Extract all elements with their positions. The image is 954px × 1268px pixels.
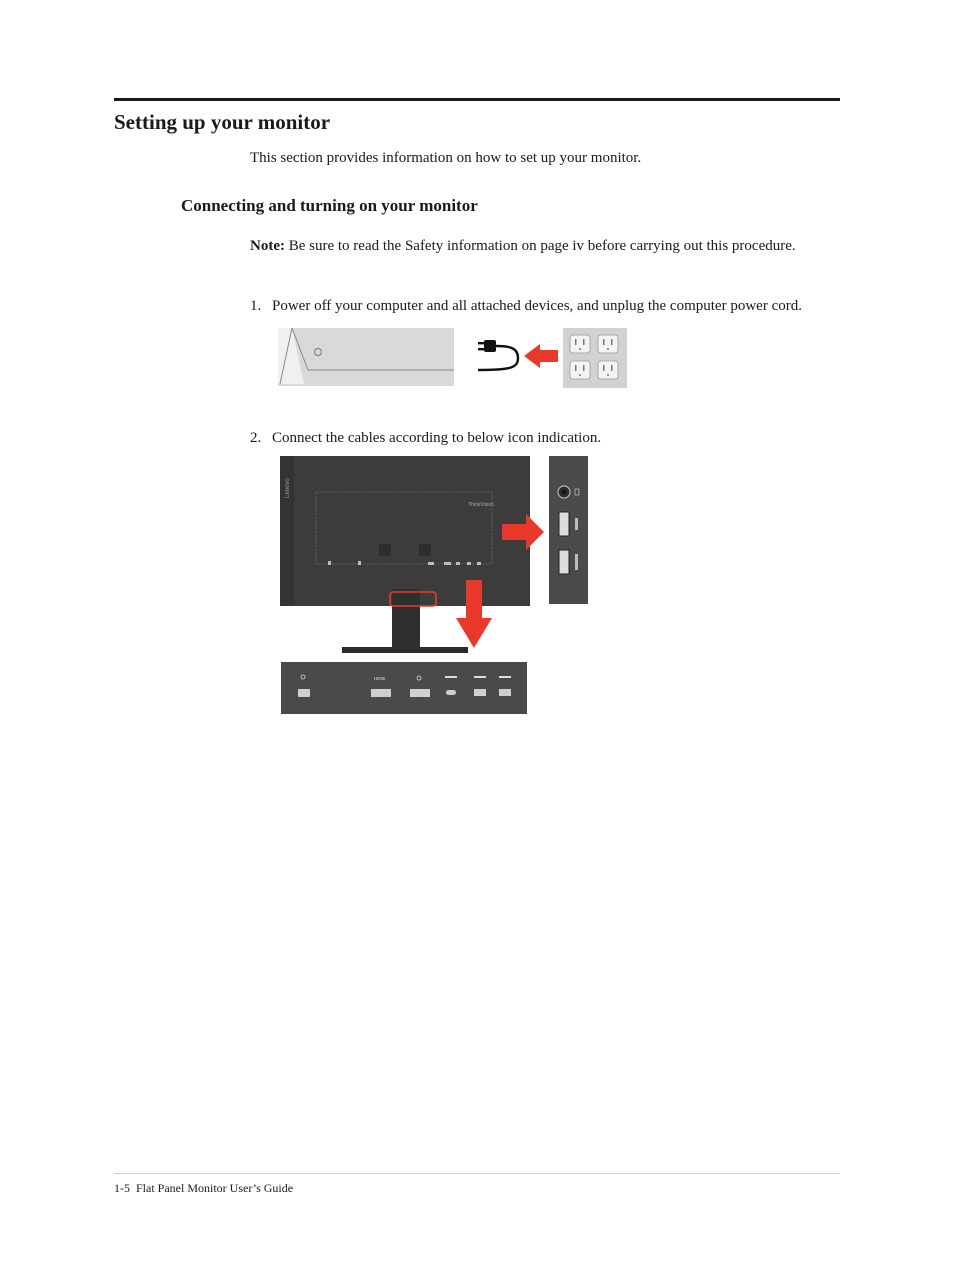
subsection-title: Connecting and turning on your monitor <box>181 196 478 215</box>
hdmi-port <box>371 689 391 697</box>
stand-base <box>342 647 468 653</box>
step-number: 2. <box>250 430 262 446</box>
power-plug-icon <box>478 340 518 370</box>
step-text: Connect the cables according to below icon indication. <box>272 430 602 446</box>
top-rule <box>114 98 840 101</box>
step-text: Power off your computer and all attached devices, and unplug the computer power cord. <box>272 298 802 314</box>
computer-panel <box>278 328 454 386</box>
monitor-back <box>280 456 530 606</box>
step-2 <box>250 430 601 447</box>
usb-a-port-1 <box>474 689 486 696</box>
side-usb-port-2 <box>559 550 569 574</box>
usb-c-port <box>446 690 456 695</box>
side-usb-port-1 <box>559 512 569 536</box>
lenovo-logo: Lenovo <box>285 478 291 498</box>
usb-a-port-2 <box>499 689 511 696</box>
page-footer <box>114 1181 293 1196</box>
displayport-port <box>410 689 430 697</box>
thinkvision-logo: ThinkVision <box>468 502 494 508</box>
step-1 <box>250 298 802 315</box>
unplug-power-figure <box>278 326 628 390</box>
step-number: 1. <box>250 298 262 314</box>
section-title: Setting up your monitor <box>114 110 331 134</box>
section-intro: This section provides information on how to set up your monitor. <box>250 150 642 166</box>
note-text: Be sure to read the Safety information on page iv before carrying out this procedure. <box>284 238 796 254</box>
stand-bracket <box>379 544 391 556</box>
unplug-arrow-icon <box>524 344 558 368</box>
guide-title: Flat Panel Monitor User’s Guide <box>136 1181 294 1195</box>
hdmi-label: HDMI <box>374 676 386 681</box>
page-number: 1-5 <box>114 1181 130 1195</box>
stand-neck <box>392 589 420 651</box>
monitor-ports-figure <box>278 454 590 716</box>
footer-rule <box>114 1173 840 1174</box>
safety-note <box>250 236 810 256</box>
note-label: Note: <box>250 238 285 254</box>
bottom-port-panel <box>281 662 527 714</box>
